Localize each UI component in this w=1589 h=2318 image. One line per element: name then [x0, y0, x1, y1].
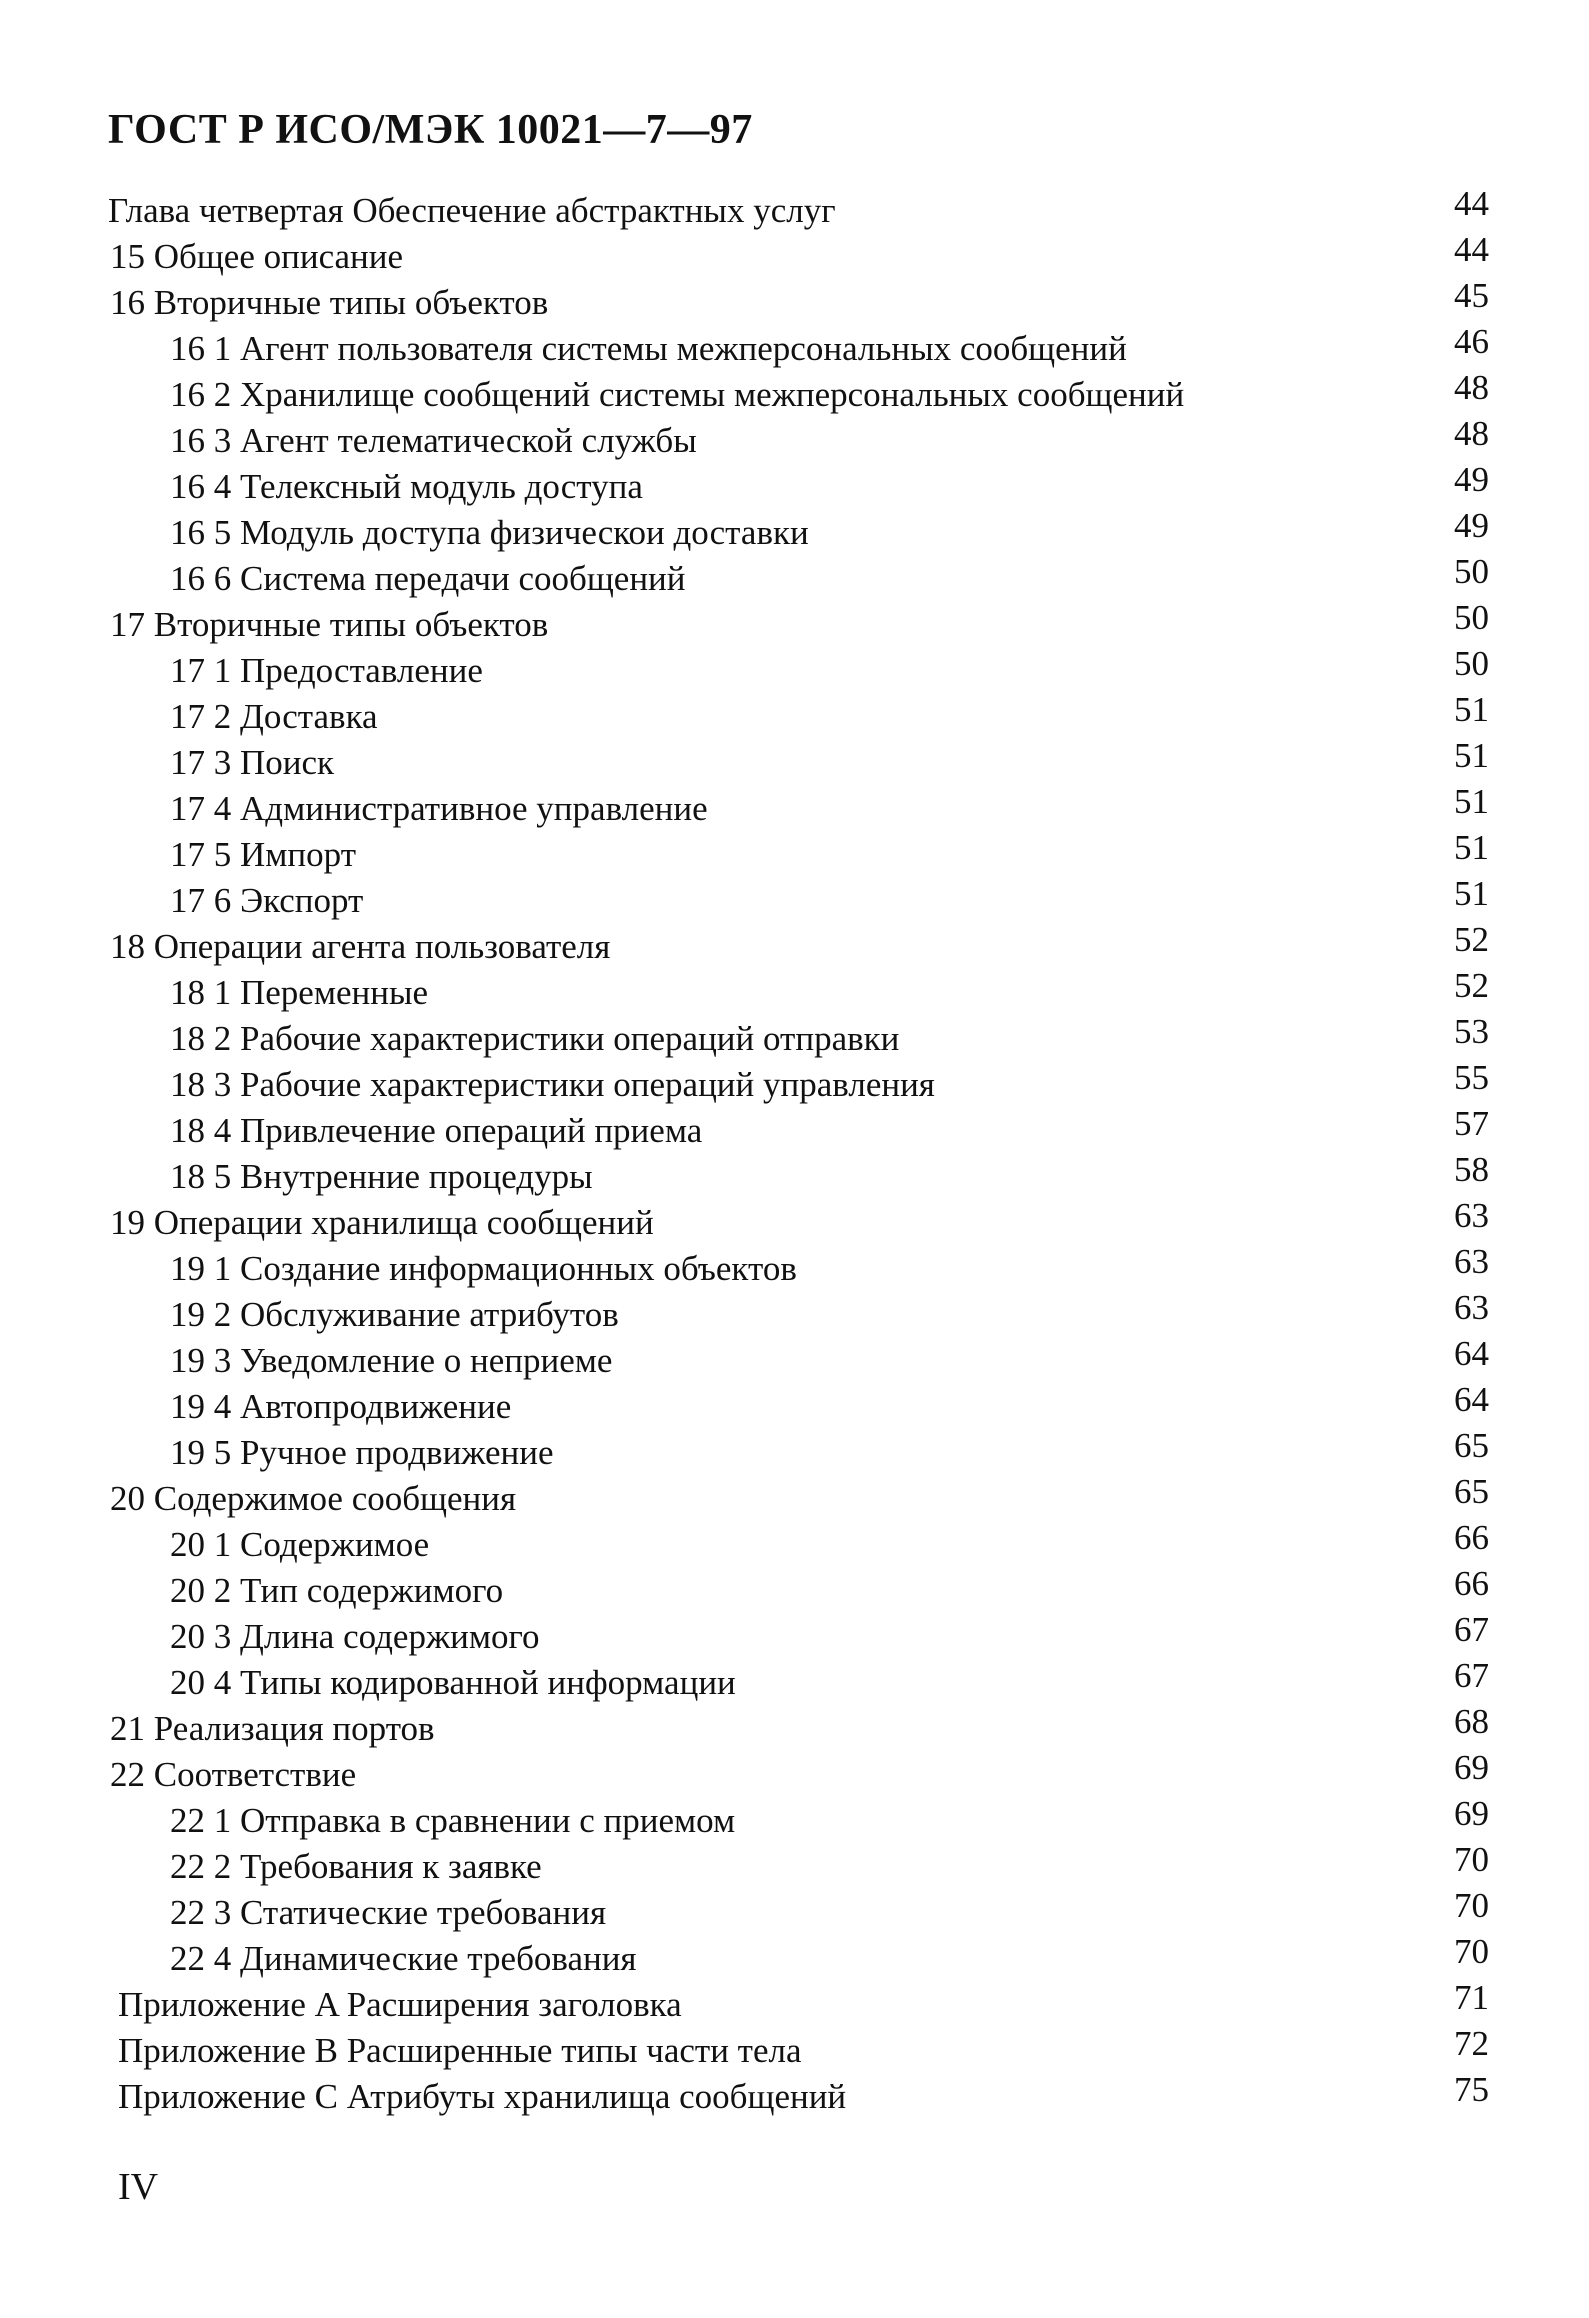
toc-entry-label: 19 Операции хранилища сообщений — [110, 1203, 654, 1242]
toc-entry — [0, 1886, 1589, 1936]
toc-entry — [0, 184, 1589, 234]
toc-entry — [0, 828, 1589, 878]
toc-entry — [0, 1104, 1589, 1154]
toc-entry — [0, 1150, 1589, 1200]
toc-entry-label: 22 3 Статические требования — [170, 1893, 607, 1932]
toc-entry-page: 69 — [1454, 1794, 1489, 1833]
toc-entry-page: 70 — [1454, 1840, 1489, 1879]
toc-entry-page: 48 — [1454, 368, 1489, 407]
toc-entry — [0, 368, 1589, 418]
toc-entry-page: 67 — [1454, 1656, 1489, 1695]
toc-entry-label: 18 4 Привлечение операций приема — [170, 1111, 703, 1150]
toc-entry-label: 17 1 Предоставление — [170, 651, 483, 690]
toc-entry-page: 50 — [1454, 598, 1489, 637]
toc-entry-page: 64 — [1454, 1334, 1489, 1373]
toc-entry — [0, 920, 1589, 970]
toc-entry-label: 16 5 Модуль доступа физическои доставки — [170, 513, 809, 552]
toc-entry-page: 66 — [1454, 1518, 1489, 1557]
toc-entry — [0, 966, 1589, 1016]
toc-entry — [0, 690, 1589, 740]
toc-entry — [0, 736, 1589, 786]
toc-entry-page: 45 — [1454, 276, 1489, 315]
toc-entry-label: 19 2 Обслуживание атрибутов — [170, 1295, 619, 1334]
toc-entry-page: 55 — [1454, 1058, 1489, 1097]
toc-entry — [0, 598, 1589, 648]
toc-entry-label: 17 5 Импорт — [170, 835, 356, 874]
toc-entry — [0, 506, 1589, 556]
toc-entry — [0, 1656, 1589, 1706]
toc-entry-label: 22 Соответствие — [110, 1755, 357, 1794]
toc-entry-page: 65 — [1454, 1472, 1489, 1511]
toc-entry-page: 51 — [1454, 782, 1489, 821]
toc-entry-label: 19 1 Создание информационных объектов — [170, 1249, 797, 1288]
toc-entry-page: 71 — [1454, 1978, 1489, 2017]
toc-entry-page: 52 — [1454, 920, 1489, 959]
toc-entry-label: 18 5 Внутренние процедуры — [170, 1157, 593, 1196]
toc-entry-label: 16 3 Агент телематической службы — [170, 421, 697, 460]
toc-entry — [0, 1702, 1589, 1752]
toc-entry — [0, 1518, 1589, 1568]
toc-entry-label: 18 Операции агента пользователя — [110, 927, 611, 966]
toc-entry — [0, 1380, 1589, 1430]
toc-entry-label: 18 1 Переменные — [170, 973, 429, 1012]
toc-entry-page: 44 — [1454, 230, 1489, 269]
document-title: ГОСТ Р ИСО/МЭК 10021—7—97 — [108, 107, 753, 153]
toc-entry-page: 52 — [1454, 966, 1489, 1005]
toc-entry-label: 16 6 Система передачи сообщений — [170, 559, 686, 598]
toc-entry-page: 57 — [1454, 1104, 1489, 1143]
toc-entry-page: 69 — [1454, 1748, 1489, 1787]
toc-entry — [0, 2024, 1589, 2074]
table-of-contents — [0, 184, 1589, 2120]
toc-entry-page: 65 — [1454, 1426, 1489, 1465]
toc-entry-label: 17 6 Экспорт — [170, 881, 364, 920]
toc-entry-label: 20 Содержимое сообщения — [110, 1479, 517, 1518]
toc-entry-label: 17 Вторичные типы объектов — [110, 605, 549, 644]
toc-entry-label: Приложение A Расширения заголовка — [118, 1985, 682, 2024]
toc-entry-label: 20 4 Типы кодированной информации — [170, 1663, 736, 1702]
toc-entry — [0, 1564, 1589, 1614]
toc-entry-page: 50 — [1454, 644, 1489, 683]
toc-entry — [0, 1794, 1589, 1844]
toc-entry — [0, 1334, 1589, 1384]
toc-entry — [0, 1012, 1589, 1062]
page-number: IV — [118, 2166, 159, 2208]
toc-entry-page: 51 — [1454, 736, 1489, 775]
toc-entry-label: Приложение B Расширенные типы части тела — [118, 2031, 802, 2070]
toc-entry — [0, 1426, 1589, 1476]
toc-entry-label: 21 Реализация портов — [110, 1709, 435, 1748]
toc-entry-label: 15 Общее описание — [110, 237, 404, 276]
toc-entry-label: 17 2 Доставка — [170, 697, 378, 736]
toc-entry — [0, 1472, 1589, 1522]
toc-entry-page: 68 — [1454, 1702, 1489, 1741]
toc-entry-page: 58 — [1454, 1150, 1489, 1189]
toc-entry-page: 66 — [1454, 1564, 1489, 1603]
toc-entry — [0, 276, 1589, 326]
toc-entry — [0, 1748, 1589, 1798]
toc-entry — [0, 322, 1589, 372]
toc-entry-page: 75 — [1454, 2070, 1489, 2109]
toc-entry — [0, 874, 1589, 924]
toc-entry-label: Глава четвертая Обеспечение абстрактных услуг — [108, 191, 836, 230]
toc-entry-page: 51 — [1454, 828, 1489, 867]
toc-entry-page: 64 — [1454, 1380, 1489, 1419]
toc-entry-label: 22 1 Отправка в сравнении с приемом — [170, 1801, 736, 1840]
toc-entry-page: 63 — [1454, 1242, 1489, 1281]
toc-entry-label: 16 Вторичные типы объектов — [110, 283, 549, 322]
toc-entry-label: 18 3 Рабочие характеристики операций управления — [170, 1065, 935, 1104]
toc-entry — [0, 1840, 1589, 1890]
toc-entry-page: 63 — [1454, 1196, 1489, 1235]
toc-entry — [0, 2070, 1589, 2120]
toc-entry-label: 16 4 Телексный модуль доступа — [170, 467, 643, 506]
toc-entry-page: 44 — [1454, 184, 1489, 223]
toc-entry — [0, 414, 1589, 464]
toc-entry-page: 51 — [1454, 690, 1489, 729]
toc-entry-label: 19 4 Автопродвижение — [170, 1387, 512, 1426]
toc-entry — [0, 1610, 1589, 1660]
toc-entry-label: 17 4 Административное управление — [170, 789, 708, 828]
toc-entry-page: 50 — [1454, 552, 1489, 591]
toc-entry-label: 20 2 Тип содержимого — [170, 1571, 504, 1610]
toc-entry-page: 48 — [1454, 414, 1489, 453]
toc-entry-label: 16 1 Агент пользователя системы межперсональных сообщений — [170, 329, 1127, 368]
toc-entry — [0, 1196, 1589, 1246]
toc-entry — [0, 644, 1589, 694]
toc-entry-label: Приложение C Атрибуты хранилища сообщений — [118, 2077, 847, 2116]
toc-entry-label: 22 2 Требования к заявке — [170, 1847, 542, 1886]
toc-entry — [0, 1242, 1589, 1292]
toc-entry-label: 20 3 Длина содержимого — [170, 1617, 540, 1656]
toc-entry-label: 19 3 Уведомление о неприеме — [170, 1341, 613, 1380]
toc-entry — [0, 1932, 1589, 1982]
toc-entry-page: 70 — [1454, 1886, 1489, 1925]
toc-entry-label: 19 5 Ручное продвижение — [170, 1433, 554, 1472]
toc-entry — [0, 1978, 1589, 2028]
toc-entry-label: 17 3 Поиск — [170, 743, 335, 782]
toc-entry-page: 63 — [1454, 1288, 1489, 1327]
toc-entry — [0, 1288, 1589, 1338]
toc-entry-label: 20 1 Содержимое — [170, 1525, 430, 1564]
toc-entry-label: 18 2 Рабочие характеристики операций отправки — [170, 1019, 900, 1058]
toc-entry-page: 51 — [1454, 874, 1489, 913]
toc-entry — [0, 552, 1589, 602]
toc-entry — [0, 782, 1589, 832]
toc-entry-page: 49 — [1454, 460, 1489, 499]
toc-entry — [0, 460, 1589, 510]
toc-entry-label: 16 2 Хранилище сообщений системы межперсональных сообщений — [170, 375, 1185, 414]
toc-entry-label: 22 4 Динамические требования — [170, 1939, 637, 1978]
toc-entry-page: 53 — [1454, 1012, 1489, 1051]
toc-entry-page: 72 — [1454, 2024, 1489, 2063]
toc-entry — [0, 1058, 1589, 1108]
toc-entry-page: 67 — [1454, 1610, 1489, 1649]
toc-entry-page: 70 — [1454, 1932, 1489, 1971]
toc-entry-page: 49 — [1454, 506, 1489, 545]
toc-entry — [0, 230, 1589, 280]
toc-entry-page: 46 — [1454, 322, 1489, 361]
